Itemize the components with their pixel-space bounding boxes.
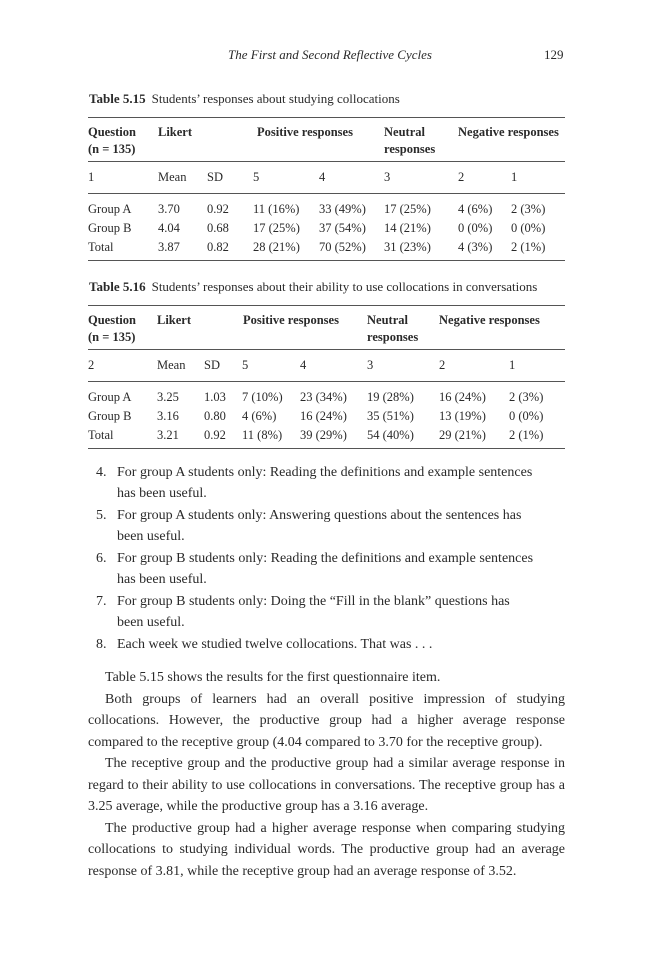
subheader-cell: 1 [511, 162, 565, 194]
table-caption-text: Students’ responses about studying collocations [151, 91, 400, 106]
table-cell: 0.82 [207, 238, 253, 261]
item-line: For group A students only: Reading the definitions and example sentences [117, 465, 533, 480]
table-cell: 3.16 [157, 409, 179, 423]
paragraph: The productive group had a higher average response when comparing studying collocations to studying individual words. The productive group had an average response of 3.81, while the receptive group had an average response of 3.52. [88, 820, 565, 879]
item-number: 8. [96, 637, 107, 652]
item-number: 4. [96, 465, 107, 480]
list-item [96, 591, 566, 633]
table-cell: 33 (49%) [319, 202, 366, 216]
subheader-cell: 5 [242, 350, 300, 382]
subheader-cell: 2 [439, 350, 509, 382]
paragraph: Both groups of learners had an overall positive impression of studying collocations. However, the productive group had a higher average response compared to the receptive group (4.04 compared to 3.70 for the receptive group). [88, 691, 565, 750]
table-cell: Group B [88, 409, 132, 423]
item-line: For group B students only: Reading the definitions and example sentences [117, 551, 534, 566]
table-cell: 11 (8%) [242, 426, 300, 449]
table-row [88, 407, 565, 426]
table-row [88, 238, 565, 261]
column-header: Neutral [367, 306, 439, 330]
column-header: Positive responses [253, 118, 384, 142]
page-number: 129 [544, 47, 564, 62]
subheader-cell: 3 [367, 350, 439, 382]
column-header: responses [367, 329, 439, 350]
table-cell: 1.03 [204, 390, 226, 404]
table-cell: 4.04 [158, 221, 180, 235]
data-table [88, 117, 565, 261]
table-row [88, 426, 565, 449]
subheader-cell: 4 [319, 162, 384, 194]
table-cell: 29 (21%) [439, 426, 509, 449]
table-cell: 0.68 [207, 221, 229, 235]
item-line: For group B students only: Doing the “Fill in the blank” questions has [117, 594, 510, 609]
list-item [96, 634, 566, 655]
item-line: For group A students only: Answering questions about the sentences has [117, 508, 522, 523]
subheader-cell: 4 [300, 350, 367, 382]
item-line: been useful. [117, 615, 185, 630]
table-caption-text: Students’ responses about their ability to use collocations in conversations [151, 279, 538, 294]
column-header: Question [88, 118, 158, 142]
table-cell: 35 (51%) [367, 409, 414, 423]
table-cell: 2 (3%) [511, 202, 546, 216]
column-header: responses [384, 141, 458, 162]
table-cell: 39 (29%) [300, 426, 367, 449]
table-cell: 2 (1%) [509, 426, 565, 449]
table-row [88, 219, 565, 238]
table-number: Table 5.16 [89, 279, 146, 294]
subheader-cell: 3 [384, 162, 458, 194]
item-line: has been useful. [117, 486, 207, 501]
table-number: Table 5.15 [89, 91, 146, 106]
table-cell: 37 (54%) [319, 221, 366, 235]
table-cell: Total [88, 238, 158, 261]
table-row [88, 194, 565, 220]
questionnaire-item-list [96, 462, 566, 656]
table-cell: 2 (3%) [509, 390, 544, 404]
table-cell: 4 (3%) [458, 238, 511, 261]
subheader-cell: 1 [509, 350, 565, 382]
column-header: Positive responses [242, 306, 367, 330]
item-number: 6. [96, 551, 107, 566]
subheader-cell: 2 [458, 162, 511, 194]
data-table [88, 305, 565, 449]
list-item [96, 462, 566, 504]
item-line: has been useful. [117, 572, 207, 587]
table-caption [89, 91, 400, 107]
table-cell: 0 (0%) [509, 409, 544, 423]
subheader-cell: 2 [88, 350, 157, 382]
table-cell: 0 (0%) [458, 221, 493, 235]
table-cell: 0.80 [204, 409, 226, 423]
subheader-cell: 1 [88, 162, 158, 194]
list-item [96, 548, 566, 590]
table-cell: 7 (10%) [242, 390, 283, 404]
subheader-cell: SD [207, 162, 253, 194]
table-cell: Group A [88, 202, 132, 216]
column-header: Question [88, 306, 157, 330]
table-cell: 11 (16%) [253, 202, 300, 216]
table-cell: 70 (52%) [319, 238, 384, 261]
table-cell: 3.21 [157, 426, 204, 449]
column-header: Likert [157, 306, 204, 330]
table-cell: Total [88, 426, 157, 449]
table-cell: 16 (24%) [300, 409, 347, 423]
subheader-cell: SD [204, 350, 242, 382]
table-cell: 17 (25%) [253, 221, 300, 235]
table-row [88, 382, 565, 408]
table-cell: 23 (34%) [300, 390, 347, 404]
table-cell: 31 (23%) [384, 238, 458, 261]
table-cell: 2 (1%) [511, 238, 565, 261]
table-cell: 3.70 [158, 202, 180, 216]
list-item [96, 505, 566, 547]
item-line: Each week we studied twelve collocations. That was . . . [117, 637, 433, 652]
item-line: been useful. [117, 529, 185, 544]
running-head [0, 47, 650, 65]
subheader-cell: Mean [158, 162, 207, 194]
running-title: The First and Second Reflective Cycles [228, 47, 432, 62]
column-header: Neutral [384, 118, 458, 142]
table-cell: 3.87 [158, 238, 207, 261]
table-cell: 4 (6%) [242, 409, 277, 423]
table-cell: 13 (19%) [439, 409, 486, 423]
body-text [88, 667, 565, 882]
column-header: Negative responses [439, 306, 565, 330]
table-cell: 4 (6%) [458, 202, 493, 216]
subheader-cell: 5 [253, 162, 319, 194]
table-cell: 0.92 [207, 202, 229, 216]
table-cell: 17 (25%) [384, 202, 431, 216]
table-cell: 14 (21%) [384, 221, 431, 235]
subheader-cell: Mean [157, 350, 204, 382]
table-cell: 28 (21%) [253, 238, 319, 261]
table-cell: 16 (24%) [439, 390, 486, 404]
table-cell: 0.92 [204, 426, 242, 449]
table-cell: Group B [88, 221, 132, 235]
item-number: 5. [96, 508, 107, 523]
paragraph: Table 5.15 shows the results for the first questionnaire item. [105, 670, 441, 685]
table-cell: 3.25 [157, 390, 179, 404]
item-number: 7. [96, 594, 107, 609]
table-cell: Group A [88, 390, 132, 404]
column-header: Likert [158, 118, 207, 142]
table-cell: 54 (40%) [367, 426, 439, 449]
column-header: (n = 135) [88, 329, 157, 350]
paragraph: The receptive group and the productive group had a similar average response in regard to their ability to use collocations in conversations. The receptive group has a 3.25 average, while the productive group has a 3.16 average. [88, 756, 565, 814]
table-cell: 19 (28%) [367, 390, 414, 404]
column-header: Negative responses [458, 118, 565, 142]
column-header: (n = 135) [88, 141, 158, 162]
table-caption [89, 279, 537, 295]
table-cell: 0 (0%) [511, 221, 546, 235]
